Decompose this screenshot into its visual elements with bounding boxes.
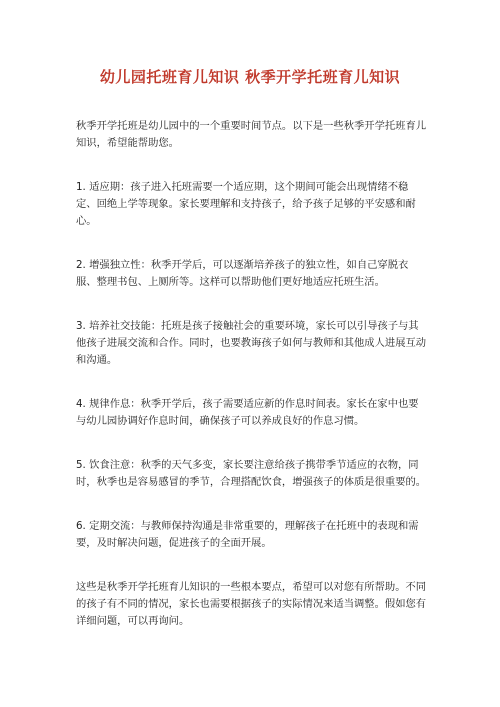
tip-item-diet: 5. 饮食注意：秋季的天气多变，家长要注意给孩子携带季节适应的衣物，同时，秋季也是容易感冒的季节，合理搭配饮食，增强孩子的体质是很重要的。	[76, 459, 427, 488]
tip-item-independence: 2. 增强独立性：秋季开学后，可以逐渐培养孩子的独立性，如自己穿脱衣服、整理书包、上厕所等。这样可以帮助他们更好地适应托班生活。	[76, 259, 409, 288]
tip-item-social-skills: 3. 培养社交技能：托班是孩子接触社会的重要环境，家长可以引导孩子与其他孩子进展交流和合作。同时，也要教诲孩子如何与教师和其他成人进展互动和沟通。	[76, 320, 427, 366]
intro-paragraph: 秋季开学托班是幼儿园中的一个重要时间节点。以下是一些秋季开学托班育儿知识，希望能帮助您。	[76, 120, 427, 149]
tip-item-adaptation: 1. 适应期：孩子进入托班需要一个适应期，这个期间可能会出现情绪不稳定、回绝上学等现象。家长要理解和支持孩子，给予孩子足够的平安感和耐心。	[76, 181, 416, 227]
tip-item-routine: 4. 规律作息：秋季开学后，孩子需要适应新的作息时间表。家长在家中也要与幼儿园协调好作息时间，确保孩子可以养成良好的作息习惯。	[76, 398, 419, 427]
conclusion-paragraph: 这些是秋季开学托班育儿知识的一些根本要点，希望可以对您有所帮助。不同的孩子有不同的情况，家长也需要根据孩子的实际情况来适当调整。假如您有详细问题，可以再询问。	[76, 581, 427, 627]
document-body	[76, 118, 428, 657]
tip-item-communication: 6. 定期交流：与教师保持沟通是非常重要的，理解孩子在托班中的表现和需要，及时解决问题，促进孩子的全面开展。	[76, 520, 419, 549]
page-title: 幼儿园托班育儿知识 秋季开学托班育儿知识	[99, 68, 401, 86]
